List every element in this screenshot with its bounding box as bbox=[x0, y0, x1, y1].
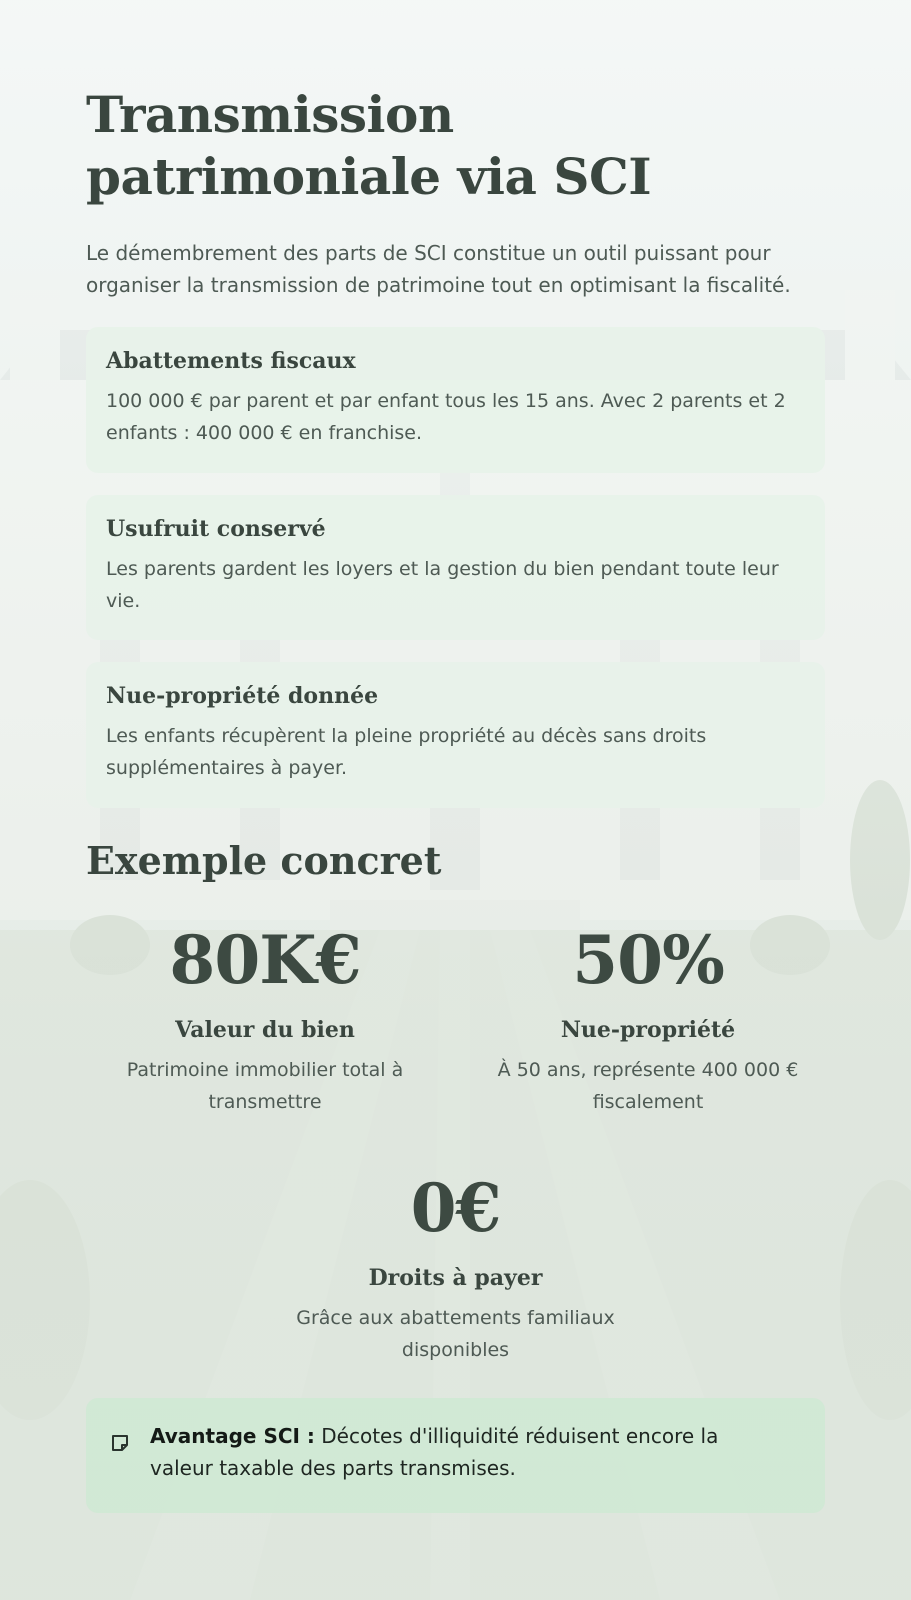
avantage-sci-note bbox=[86, 1398, 825, 1513]
card-nue-propriete bbox=[86, 662, 825, 808]
card-text: Les parents gardent les loyers et la gestion du bien pendant toute leur vie. bbox=[106, 558, 779, 612]
stat-droits-a-payer bbox=[286, 1168, 625, 1366]
stat-label: Nue-propriété bbox=[560, 1017, 736, 1043]
stat-description: Grâce aux abattements familiaux disponibles bbox=[296, 1307, 615, 1361]
stat-description: À 50 ans, représente 400 000 € fiscalement bbox=[497, 1059, 799, 1113]
note-label: Avantage SCI : bbox=[150, 1424, 315, 1448]
stat-label: Valeur du bien bbox=[175, 1017, 355, 1043]
card-title: Usufruit conservé bbox=[106, 516, 326, 542]
stat-value: 50% bbox=[572, 921, 724, 999]
note-icon bbox=[110, 1430, 130, 1450]
stat-value: 0€ bbox=[410, 1169, 501, 1247]
stat-label: Droits à payer bbox=[368, 1265, 543, 1291]
card-abattements bbox=[86, 327, 825, 473]
stat-value: 80K€ bbox=[169, 921, 361, 999]
page-title: Transmission patrimoniale via SCI bbox=[86, 85, 652, 206]
intro-paragraph: Le démembrement des parts de SCI constitue un outil puissant pour organiser la transmission de patrimoine tout en optimisant la fiscalité. bbox=[86, 241, 791, 297]
card-text: Les enfants récupèrent la pleine propriété au décès sans droits supplémentaires à payer. bbox=[106, 725, 707, 779]
example-heading: Exemple concret bbox=[86, 838, 442, 883]
card-title: Nue-propriété donnée bbox=[106, 683, 379, 709]
card-usufruit bbox=[86, 495, 825, 640]
card-title: Abattements fiscaux bbox=[106, 348, 356, 374]
card-text: 100 000 € par parent et par enfant tous les 15 ans. Avec 2 parents et 2 enfants : 400 000 € en franchise. bbox=[106, 390, 786, 444]
stat-nue-propriete bbox=[469, 920, 827, 1118]
stat-valeur-bien bbox=[86, 920, 444, 1118]
note-text: Décotes d'illiquidité réduisent encore la valeur taxable des parts transmises. bbox=[150, 1424, 719, 1480]
stat-description: Patrimoine immobilier total à transmettre bbox=[126, 1059, 404, 1113]
